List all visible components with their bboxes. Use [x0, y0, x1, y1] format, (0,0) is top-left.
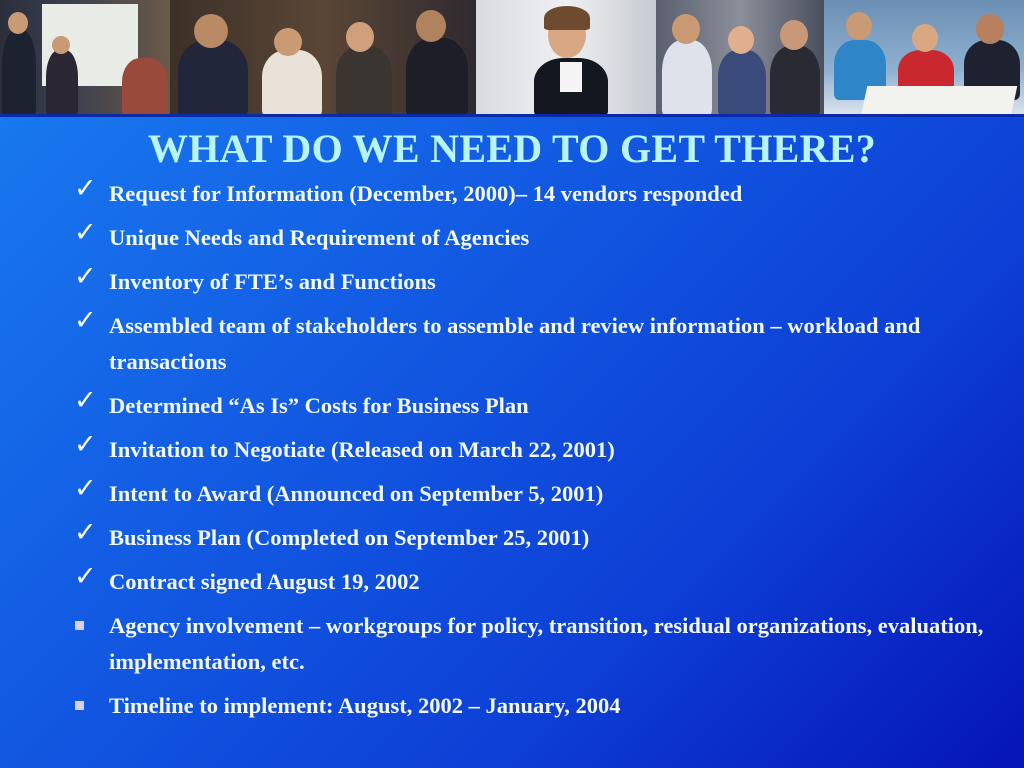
slide-title: WHAT DO WE NEED TO GET THERE?: [147, 126, 877, 171]
list-item: [72, 688, 992, 724]
checkmark-icon: ✓: [74, 261, 97, 292]
photo-banner: [0, 0, 1024, 117]
checkmark-icon: ✓: [74, 217, 97, 248]
checkmark-icon: ✓: [74, 305, 97, 336]
list-item-text: Invitation to Negotiate (Released on March 22, 2001): [109, 437, 615, 462]
group-planning-photo: [824, 0, 1024, 117]
list-item-text: Assembled team of stakeholders to assemble and review information – workload and transactions: [109, 313, 921, 374]
team-working-photo: [656, 0, 824, 117]
list-item-text: Unique Needs and Requirement of Agencies: [109, 225, 530, 250]
list-item: [72, 517, 992, 556]
list-item: [72, 473, 992, 512]
list-item: [72, 608, 992, 680]
presenter-woman-photo: [476, 0, 656, 117]
list-item: [72, 261, 992, 300]
list-item: [72, 173, 992, 212]
team-collaboration-photo: [170, 0, 476, 117]
list-item-text: Determined “As Is” Costs for Business Plan: [109, 393, 529, 418]
checkmark-icon: ✓: [74, 473, 97, 504]
square-bullet-icon: [75, 701, 84, 710]
list-item-text: Inventory of FTE’s and Functions: [109, 269, 436, 294]
list-item-text: Business Plan (Completed on September 25, 2001): [109, 525, 590, 550]
list-item-text: Timeline to implement: August, 2002 – January, 2004: [109, 693, 621, 718]
list-item-text: Request for Information (December, 2000)– 14 vendors responded: [109, 181, 743, 206]
list-item-text: Intent to Award (Announced on September 5, 2001): [109, 481, 604, 506]
office-meeting-photo: [0, 0, 170, 117]
checkmark-icon: ✓: [74, 561, 97, 592]
checkmark-icon: ✓: [74, 429, 97, 460]
checkmark-icon: ✓: [74, 517, 97, 548]
list-item-text: Contract signed August 19, 2002: [109, 569, 420, 594]
checkmark-icon: ✓: [74, 173, 97, 204]
bullet-list: [72, 173, 992, 732]
checkmark-icon: ✓: [74, 385, 97, 416]
square-bullet-icon: [75, 621, 84, 630]
list-item-text: Agency involvement – workgroups for policy, transition, residual organizations, evaluation, implementation, etc.: [109, 613, 984, 674]
list-item: [72, 429, 992, 468]
list-item: [72, 385, 992, 424]
list-item: [72, 561, 992, 600]
list-item: [72, 305, 992, 380]
list-item: [72, 217, 992, 256]
banner-divider: [0, 114, 1024, 117]
